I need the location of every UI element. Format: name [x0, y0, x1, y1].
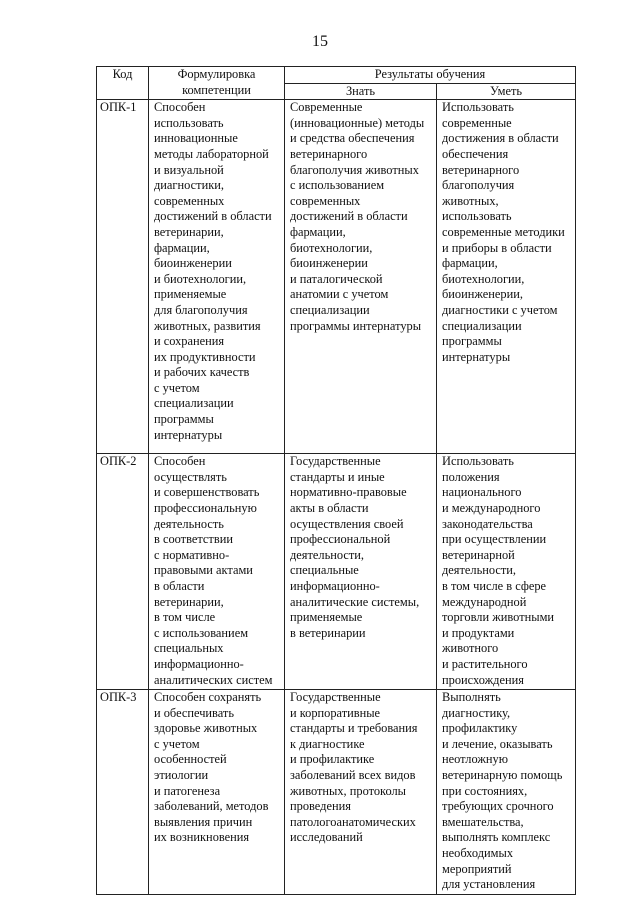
know-line: стандарты и иные [290, 469, 385, 484]
formulation-line: информационно- [154, 656, 244, 671]
table-row [97, 100, 576, 454]
know-line: биоинженерии [290, 256, 368, 271]
can-line: при осуществлении [442, 532, 547, 547]
can-line: Выполнять [442, 690, 501, 705]
formulation-line: фармации, [154, 240, 210, 255]
know-line: программы интернатуры [290, 318, 422, 333]
header-code: Код [97, 67, 149, 100]
formulation-line: с учетом [154, 380, 200, 395]
formulation-line: с использованием [154, 625, 249, 640]
know-line: специальные [290, 563, 359, 578]
know-line: и паталогической [290, 271, 383, 286]
formulation-line: интернатуры [154, 427, 223, 442]
can-line: и продуктами [442, 625, 515, 640]
formulation-line: заболеваний, методов [154, 799, 269, 814]
can-line: обеспечения [442, 146, 509, 161]
formulation-line: ветеринарии, [154, 594, 224, 609]
formulation-line: специализации [154, 396, 234, 411]
formulation-line: и сохранения [154, 334, 225, 349]
formulation-line: современных [154, 193, 225, 208]
can-line: программы [442, 334, 502, 349]
table-row [97, 454, 576, 690]
formulation-line: их продуктивности [154, 349, 256, 364]
know-line: стандарты и требования [290, 721, 418, 736]
can-line: и растительного [442, 656, 528, 671]
row-formulation [149, 690, 285, 895]
header-formulation-line: компетенции [182, 82, 251, 97]
know-line: осуществления своей [290, 516, 404, 531]
formulation-line: специальных [154, 641, 224, 656]
row-formulation [149, 100, 285, 454]
formulation-line: правовыми актами [154, 563, 253, 578]
header-results: Результаты обучения [285, 67, 576, 84]
header-can: Уметь [437, 83, 576, 100]
row-code: ОПК-1 [97, 100, 149, 454]
know-line: фармации, [290, 224, 346, 239]
know-line: патологоанатомических [290, 814, 416, 829]
formulation-line: ветеринарии, [154, 224, 224, 239]
formulation-line: особенностей [154, 752, 227, 767]
know-line: современных [290, 193, 361, 208]
know-line: Государственные [290, 690, 381, 705]
formulation-line: животных, развития [154, 318, 261, 333]
know-line: акты в области [290, 500, 369, 515]
know-line: и средства обеспечения [290, 131, 415, 146]
row-know [285, 690, 437, 895]
formulation-line: их возникновения [154, 830, 250, 845]
know-line: (инновационные) методы [290, 115, 425, 130]
row-formulation [149, 454, 285, 690]
can-line: происхождения [442, 672, 524, 687]
know-line: достижений в области [290, 209, 408, 224]
can-line: Использовать [442, 100, 514, 115]
row-can [437, 454, 576, 690]
row-code: ОПК-3 [97, 690, 149, 895]
can-line: в том числе в сфере [442, 578, 547, 593]
can-line: требующих срочного [442, 799, 554, 814]
can-line: профилактику [442, 721, 518, 736]
formulation-line: в области [154, 578, 205, 593]
formulation-line: Способен [154, 454, 206, 469]
formulation-line: этиологии [154, 768, 209, 783]
formulation-line: достижений в области [154, 209, 272, 224]
know-line: биотехнологии, [290, 240, 373, 255]
know-line: исследований [290, 830, 363, 845]
can-line: животного [442, 641, 499, 656]
formulation-line: биоинженерии [154, 256, 232, 271]
can-line: национального [442, 485, 522, 500]
can-line: ветеринарного [442, 162, 520, 177]
formulation-line: Способен [154, 100, 206, 115]
can-line: и приборы в области [442, 240, 552, 255]
know-line: деятельности, [290, 547, 365, 562]
can-line: достижения в области [442, 131, 559, 146]
can-line: специализации [442, 318, 522, 333]
can-line: для установления [442, 877, 536, 892]
formulation-line: профессиональную [154, 500, 257, 515]
know-line: применяемые [290, 610, 363, 625]
formulation-line: использовать [154, 115, 224, 130]
can-line: фармации, [442, 256, 498, 271]
know-line: благополучия животных [290, 162, 419, 177]
can-line: деятельности, [442, 563, 517, 578]
can-line: и международного [442, 500, 541, 515]
know-line: и профилактике [290, 752, 375, 767]
can-line: диагностики с учетом [442, 302, 558, 317]
can-line: ветеринарной [442, 547, 515, 562]
can-line: мероприятий [442, 861, 512, 876]
know-line: ветеринарного [290, 146, 368, 161]
formulation-line: в том числе [154, 610, 216, 625]
header-know: Знать [285, 83, 437, 100]
can-line: положения [442, 469, 500, 484]
formulation-line: и обеспечивать [154, 705, 234, 720]
can-line: Использовать [442, 454, 514, 469]
can-line: животных, [442, 193, 499, 208]
can-line: современные методики [442, 224, 565, 239]
header-formulation-line: Формулировка [177, 67, 256, 81]
row-can [437, 100, 576, 454]
can-line: торговли животными [442, 610, 555, 625]
table-row [97, 690, 576, 895]
know-line: заболеваний всех видов [290, 768, 416, 783]
formulation-line: аналитических систем [154, 672, 273, 687]
can-line: использовать [442, 209, 512, 224]
know-line: с использованием [290, 178, 385, 193]
can-line: интернатуры [442, 349, 511, 364]
row-code: ОПК-2 [97, 454, 149, 690]
page-number: 15 [312, 33, 328, 50]
formulation-line: применяемые [154, 287, 227, 302]
formulation-line: и патогенеза [154, 783, 221, 798]
can-line: и лечение, оказывать [442, 736, 553, 751]
know-line: аналитические системы, [290, 594, 420, 609]
formulation-line: программы [154, 412, 214, 427]
formulation-line: в соответствии [154, 532, 233, 547]
can-line: современные [442, 115, 512, 130]
formulation-line: деятельность [154, 516, 224, 531]
formulation-line: для благополучия [154, 302, 248, 317]
formulation-line: с нормативно- [154, 547, 230, 562]
formulation-line: диагностики, [154, 178, 224, 193]
can-line: биотехнологии, [442, 271, 525, 286]
formulation-line: с учетом [154, 736, 200, 751]
know-line: профессиональной [290, 532, 391, 547]
formulation-line: и рабочих качеств [154, 365, 250, 380]
formulation-line: выявления причин [154, 814, 253, 829]
can-line: диагностику, [442, 705, 511, 720]
row-can [437, 690, 576, 895]
know-line: нормативно-правовые [290, 485, 407, 500]
formulation-line: методы лабораторной [154, 146, 269, 161]
formulation-line: осуществлять [154, 469, 227, 484]
row-know [285, 100, 437, 454]
know-line: Современные [290, 100, 363, 115]
can-line: благополучия [442, 178, 515, 193]
formulation-line: и визуальной [154, 162, 224, 177]
formulation-line: инновационные [154, 131, 238, 146]
can-line: международной [442, 594, 527, 609]
know-line: в ветеринарии [290, 625, 366, 640]
know-line: животных, протоколы [290, 783, 406, 798]
can-line: при состояниях, [442, 783, 528, 798]
can-line: выполнять комплекс [442, 830, 551, 845]
formulation-line: и биотехнологии, [154, 271, 247, 286]
can-line: неотложную [442, 752, 508, 767]
know-line: к диагностике [290, 736, 365, 751]
know-line: специализации [290, 302, 370, 317]
can-line: ветеринарную помощь [442, 768, 563, 783]
know-line: проведения [290, 799, 351, 814]
formulation-line: и совершенствовать [154, 485, 260, 500]
header-formulation [149, 67, 285, 100]
formulation-line: здоровье животных [154, 721, 258, 736]
can-line: вмешательства, [442, 814, 524, 829]
row-know [285, 454, 437, 690]
know-line: Государственные [290, 454, 381, 469]
can-line: законодательства [442, 516, 533, 531]
can-line: биоинженерии, [442, 287, 523, 302]
know-line: информационно- [290, 578, 380, 593]
know-line: и корпоративные [290, 705, 381, 720]
can-line: необходимых [442, 846, 514, 861]
formulation-line: Способен сохранять [154, 690, 262, 705]
know-line: анатомии с учетом [290, 287, 389, 302]
competency-table [96, 66, 576, 895]
